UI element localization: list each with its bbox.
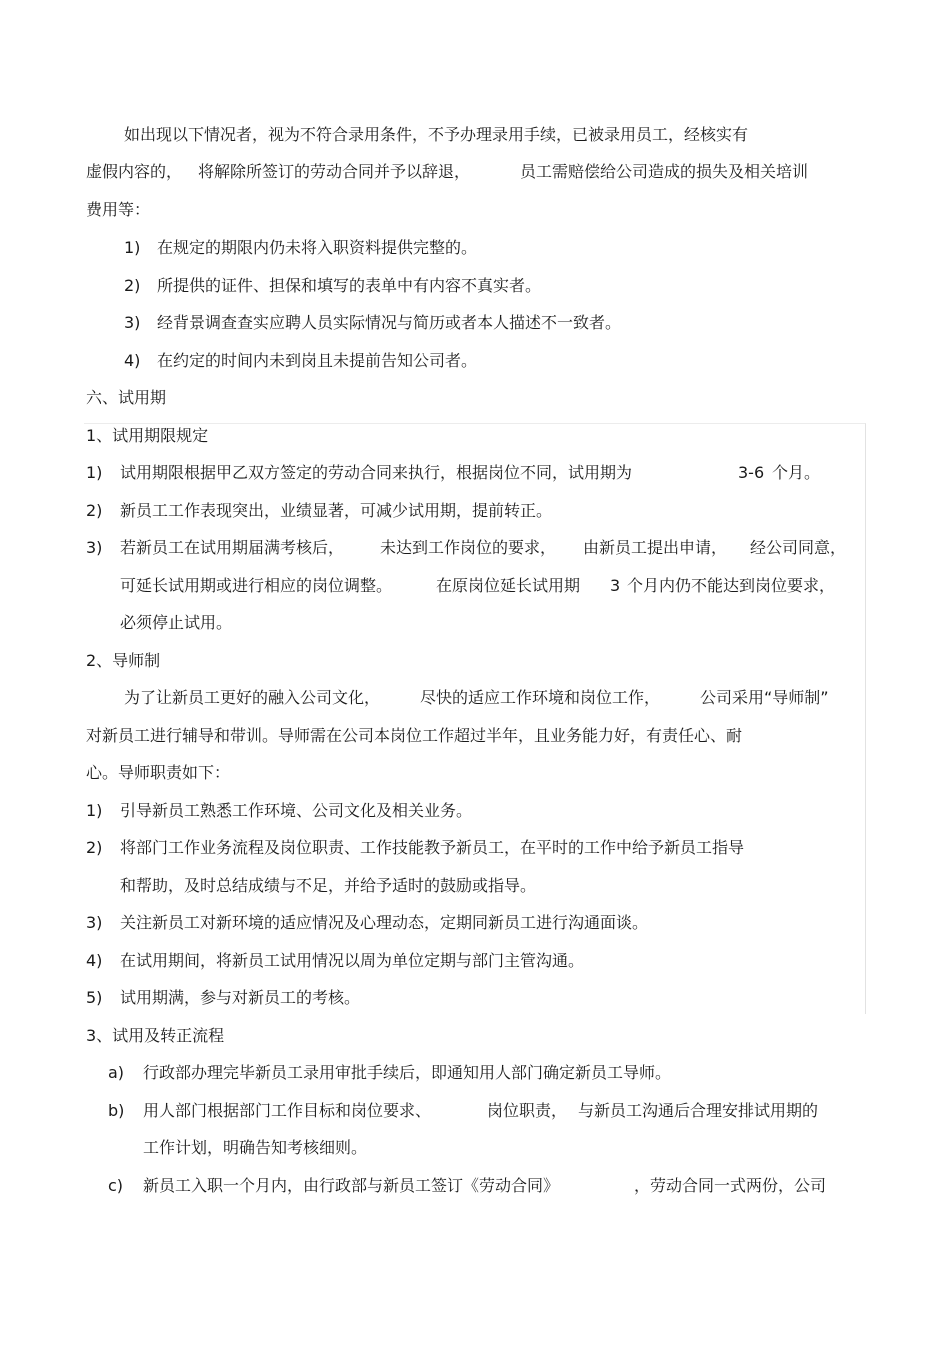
list-text-number: 3: [610, 576, 621, 595]
list-text: 必须停止试用。: [120, 613, 233, 632]
list-number: 1): [86, 463, 103, 482]
list-letter: a): [108, 1063, 125, 1082]
list-letter: c): [108, 1176, 124, 1195]
list-text: 试用期满，参与对新员工的考核。: [120, 988, 361, 1007]
list-text: 新员工工作表现突出，业绩显著，可减少试用期，提前转正。: [120, 501, 553, 520]
condition-text: 所提供的证件、担保和填写的表单中有内容不真实者。: [157, 276, 542, 295]
condition-number: 2): [124, 276, 141, 295]
list-text: 引导新员工熟悉工作环境、公司文化及相关业务。: [120, 801, 473, 820]
intro-line-2c: 员工需赔偿给公司造成的损失及相关培训: [520, 162, 809, 181]
intro-line-3: 费用等：: [86, 200, 151, 219]
list-text-unit: 个月。: [772, 463, 821, 482]
list-text: 关注新员工对新环境的适应情况及心理动态，定期同新员工进行沟通面谈。: [120, 913, 649, 932]
list-text: 若新员工在试用期届满考核后，: [120, 538, 345, 557]
paragraph-text: 心。导师职责如下：: [86, 763, 231, 782]
list-text: 在原岗位延长试用期: [436, 576, 581, 595]
list-number: 1): [86, 801, 103, 820]
list-text: 经公司同意，: [750, 538, 847, 557]
list-number: 2): [86, 501, 103, 520]
list-text: 可延长试用期或进行相应的岗位调整。: [120, 576, 393, 595]
condition-number: 1): [124, 238, 141, 257]
list-number: 2): [86, 838, 103, 857]
list-text-number: 3-6: [738, 463, 765, 482]
condition-number: 3): [124, 313, 141, 332]
paragraph-text: 对新员工进行辅导和带训。导师需在公司本岗位工作超过半年，且业务能力好，有责任心、耐: [86, 726, 743, 745]
condition-number: 4): [124, 351, 141, 370]
section-heading: 六、试用期: [86, 388, 167, 407]
intro-line-2b: 将解除所签订的劳动合同并予以辞退，: [198, 162, 471, 181]
list-number: 4): [86, 951, 103, 970]
list-text: 和帮助，及时总结成绩与不足，并给予适时的鼓励或指导。: [120, 876, 537, 895]
list-text: 在试用期间，将新员工试用情况以周为单位定期与部门主管沟通。: [120, 951, 585, 970]
list-text: 未达到工作岗位的要求，: [380, 538, 557, 557]
list-text: 用人部门根据部门工作目标和岗位要求、: [143, 1101, 432, 1120]
list-text: 岗位职责，: [487, 1101, 568, 1120]
list-letter: b): [108, 1101, 125, 1120]
list-number: 5): [86, 988, 103, 1007]
intro-line-2a: 虚假内容的，: [86, 162, 183, 181]
paragraph-text: 尽快的适应工作环境和岗位工作，: [420, 688, 661, 707]
list-number: 3): [86, 913, 103, 932]
condition-text: 在规定的期限内仍未将入职资料提供完整的。: [157, 238, 478, 257]
list-text: 由新员工提出申请，: [583, 538, 728, 557]
condition-text: 经背景调查查实应聘人员实际情况与简历或者本人描述不一致者。: [157, 313, 622, 332]
list-text: ，劳动合同一式两份，公司: [634, 1176, 827, 1195]
subsection-heading: 1、试用期限规定: [86, 426, 209, 445]
intro-line-1: 如出现以下情况者，视为不符合录用条件，不予办理录用手续，已被录用员工，经核实有: [124, 125, 749, 144]
list-text: 行政部办理完毕新员工录用审批手续后，即通知用人部门确定新员工导师。: [143, 1063, 672, 1082]
condition-text: 在约定的时间内未到岗且未提前告知公司者。: [157, 351, 478, 370]
subsection-heading: 2、导师制: [86, 651, 161, 670]
list-text: 试用期限根据甲乙双方签定的劳动合同来执行，根据岗位不同，试用期为: [120, 463, 633, 482]
list-text: 个月内仍不能达到岗位要求，: [627, 576, 836, 595]
list-text: 将部门工作业务流程及岗位职责、工作技能教予新员工，在平时的工作中给予新员工指导: [120, 838, 745, 857]
subsection-heading: 3、试用及转正流程: [86, 1026, 225, 1045]
list-text: 工作计划，明确告知考核细则。: [143, 1138, 368, 1157]
paragraph-text: 公司采用“导师制”: [700, 688, 829, 707]
paragraph-text: 为了让新员工更好的融入公司文化，: [124, 688, 381, 707]
list-text: 与新员工沟通后合理安排试用期的: [578, 1101, 819, 1120]
list-text: 新员工入职一个月内，由行政部与新员工签订《劳动合同》: [143, 1176, 560, 1195]
list-number: 3): [86, 538, 103, 557]
